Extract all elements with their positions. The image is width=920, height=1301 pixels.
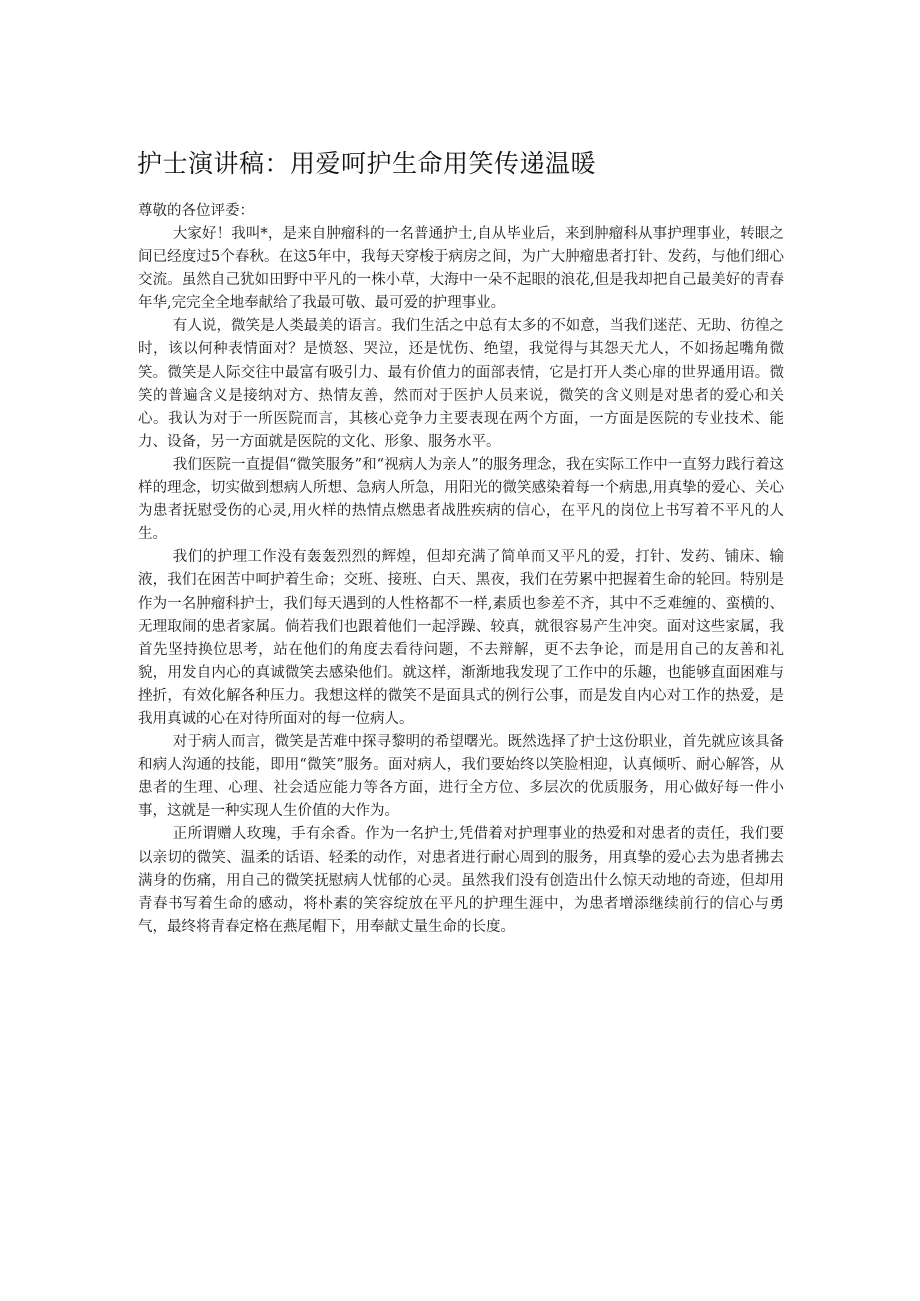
document-title: 护士演讲稿：用爱呵护生命用笑传递温暖 bbox=[137, 149, 597, 178]
paragraph-2: 有人说，微笑是人类最美的语言。我们生活之中总有太多的不如意，当我们迷茫、无助、彷徨之时，该以何种表情面对？是愤怒、哭泣，还是忧伤、绝望，我觉得与其怨天尤人，不如扬起嘴角微笑。微笑是人际交往中最富有吸引力、最有价值力的面部表情，它是打开人类心扉的世界通用语。微笑的普遍含义是接纳对方、热情友善，然而对于医护人员来说，微笑的含义则是对患者的爱心和关心。我认为对于一所医院而言，其核心竞争力主要表现在两个方面，一方面是医院的专业技术、能力、设备，另一方面就是医院的文化、形象、服务水平。 bbox=[138, 318, 784, 450]
paragraph-6: 正所谓赠人玫瑰，手有余香。作为一名护士,凭借着对护理事业的热爱和对患者的责任，我们要以亲切的微笑、温柔的话语、轻柔的动作，对患者进行耐心周到的服务，用真挚的爱心去为患者拂去满身的伤痛，用自己的微笑抚慰病人忧郁的心灵。虽然我们没有创造出什么惊天动地的奇迹，但却用青春书写着生命的感动，将朴素的笑容绽放在平凡的护理生涯中，为患者增添继续前行的信心与勇气，最终将青春定格在燕尾帽下，用奉献丈量生命的长度。 bbox=[138, 826, 784, 935]
paragraph-4: 我们的护理工作没有轰轰烈烈的辉煌，但却充满了简单而又平凡的爱，打针、发药、铺床、输液，我们在困苦中呵护着生命；交班、接班、白天、黑夜，我们在劳累中把握着生命的轮回。特别是作为一名肿瘤科护士，我们每天遇到的人性格都不一样,素质也参差不齐，其中不乏难缠的、蛮横的、无理取闹的患者家属。倘若我们也跟着他们一起浮躁、较真，就很容易产生冲突。面对这些家属，我首先坚持换位思考，站在他们的角度去看待问题，不去辩解，更不去争论，而是用自己的友善和礼貌，用发自内心的真诚微笑去感染他们。就这样，渐渐地我发现了工作中的乐趣，也能够直面困难与挫折，有效化解各种压力。我想这样的微笑不是面具式的例行公事，而是发自内心对工作的热爱，是我用真诚的心在对待所面对的每一位病人。 bbox=[138, 549, 784, 727]
salutation: 尊敬的各位评委： bbox=[138, 203, 254, 219]
paragraph-5: 对于病人而言，微笑是苦难中探寻黎明的希望曙光。既然选择了护士这份职业，首先就应该具备和病人沟通的技能，即用“微笑”服务。面对病人，我们要始终以笑脸相迎，认真倾听、耐心解答，从患者的生理、心理、社会适应能力等各方面，进行全方位、多层次的优质服务，用心做好每一件小事，这就是一种实现人生价值的大作为。 bbox=[138, 734, 784, 820]
paragraph-1: 大家好！我叫*，是来自肿瘤科的一名普通护士,自从毕业后，来到肿瘤科从事护理事业，转眼之间已经度过5个春秋。在这5年中，我每天穿梭于病房之间，为广大肿瘤患者打针、发药，与他们细心交流。虽然自己犹如田野中平凡的一株小草，大海中一朵不起眼的浪花,但是我却把自己最美好的青春年华,完完全全地奉献给了我最可敬、最可爱的护理事业。 bbox=[138, 226, 784, 312]
document-body bbox=[138, 199, 784, 939]
paragraph-3: 我们医院一直提倡“微笑服务”和“视病人为亲人”的服务理念，我在实际工作中一直努力践行着这样的理念，切实做到想病人所想、急病人所急，用阳光的微笑感染着每一个病患,用真挚的爱心、关心为患者抚慰受伤的心灵,用火样的热情点燃患者战胜疾病的信心，在平凡的岗位上书写着不平凡的人生。 bbox=[138, 456, 784, 543]
